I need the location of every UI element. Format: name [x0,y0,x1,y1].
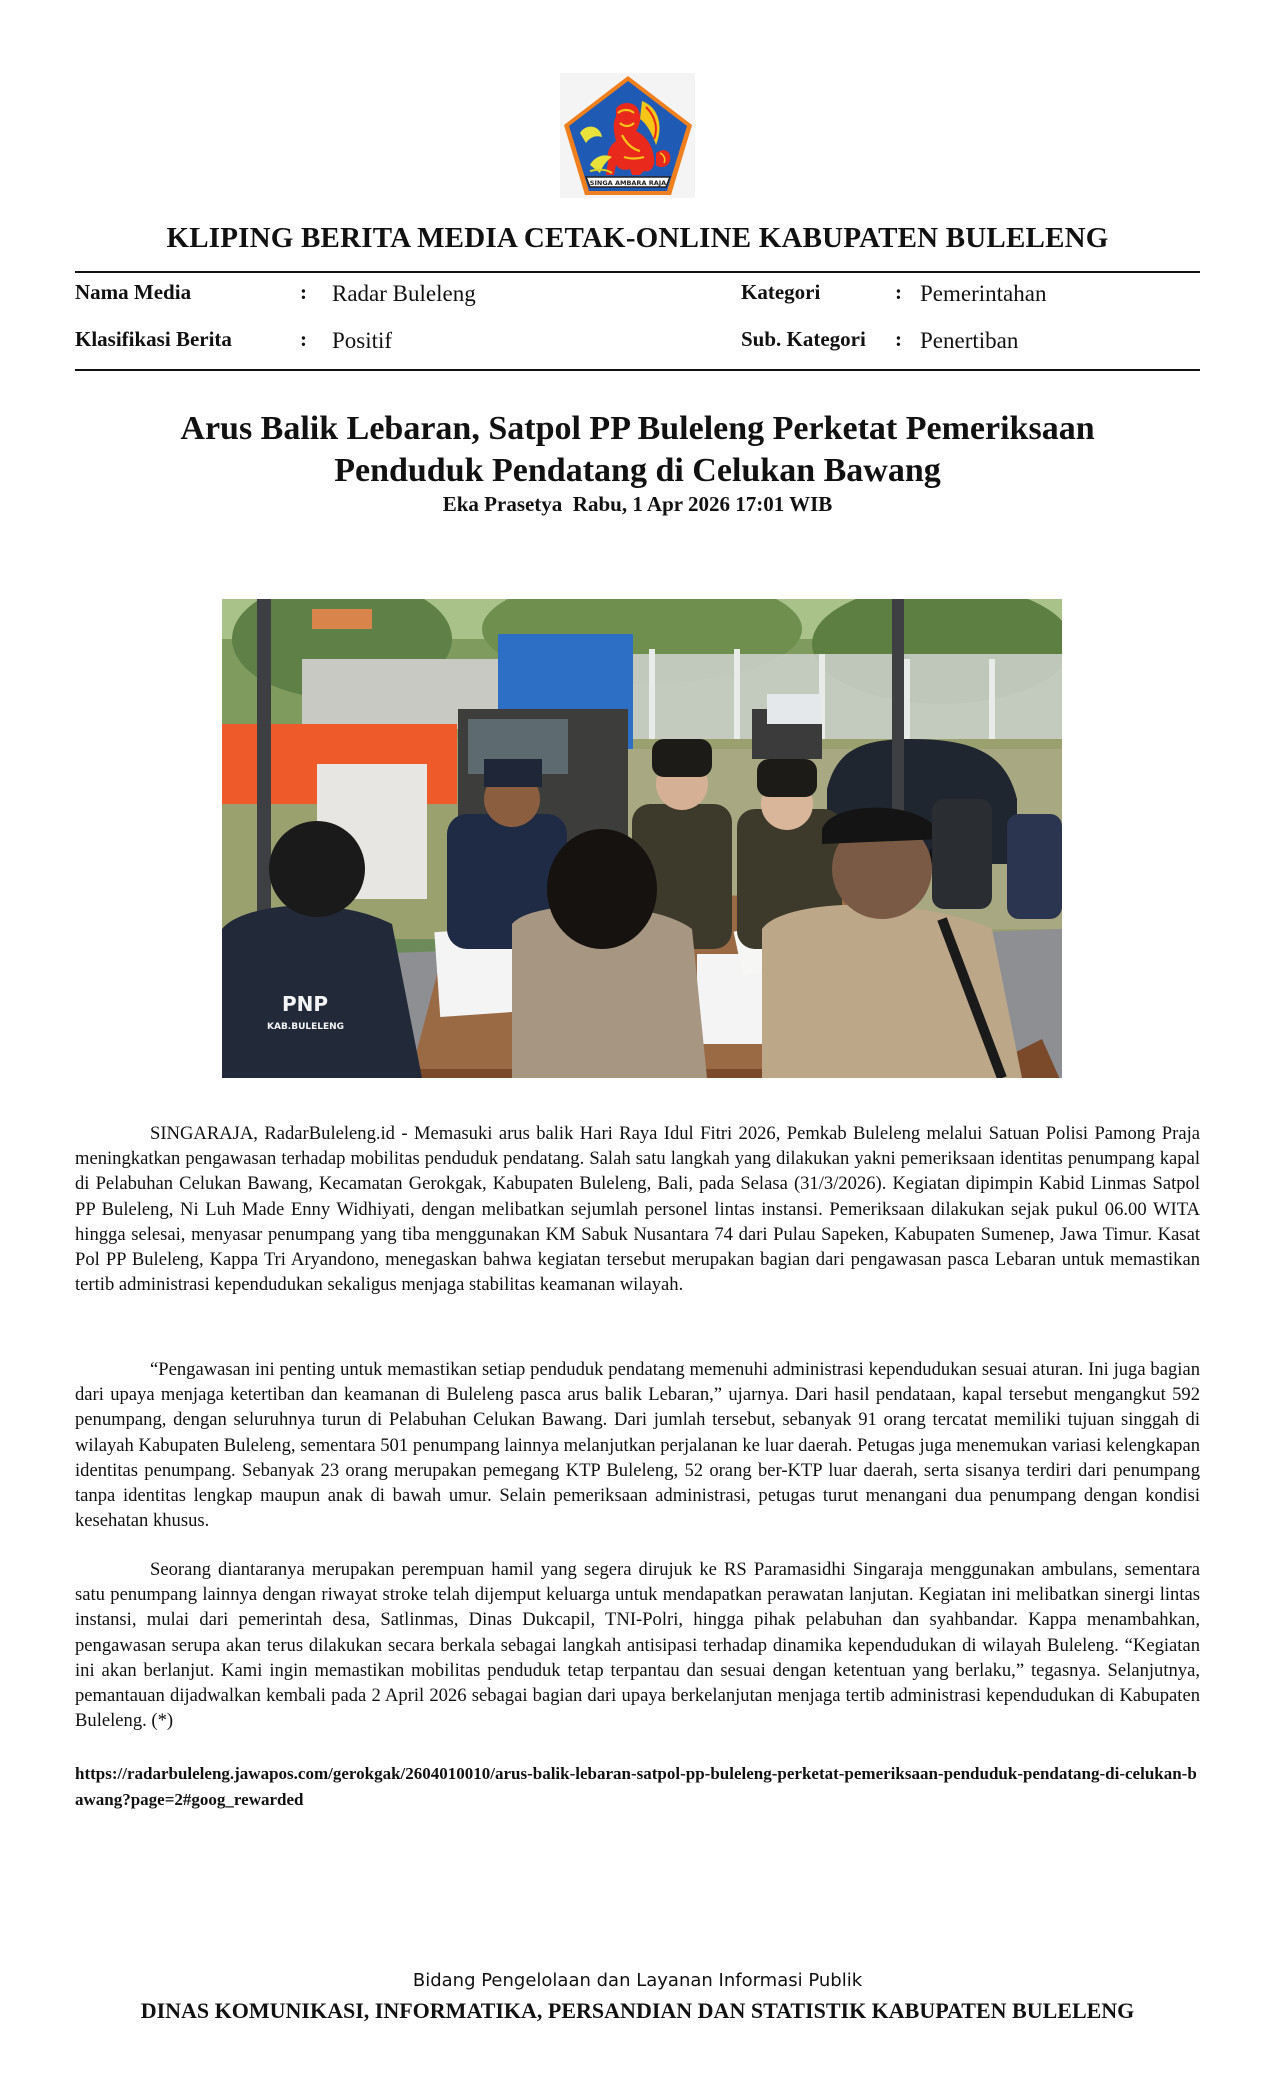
kategori-value: Pemerintahan [920,281,1047,306]
sub-kategori-separator: : [895,327,902,351]
motto-text: SINGA AMBARA RAJA [589,179,667,187]
article-paragraph: SINGARAJA, RadarBuleleng.id - Memasuki arus balik Hari Raya Idul Fitri 2026, Pemkab Buleleng melalui Satuan Polisi Pamong Praja meningkatkan pengawasan terhadap mobilitas penduduk pendatang. Salah satu langkah yang dilakukan yakni pemeriksaan identitas penumpang kapal di Pelabuhan Celukan Bawang, Kecamatan Gerokgak, Kabupaten Buleleng, Bali, pada Selasa (31/3/2026). Kegiatan dipimpin Kabid Linmas Satpol PP Buleleng, Ni Luh Made Enny Widhiyati, dengan melibatkan sejumlah personel lintas instansi. Pemeriksaan dilakukan sejak pukul 06.00 WITA hingga selesai, menyasar penumpang yang tiba menggunakan KM Sabuk Nusantara 74 dari Pulau Sapeken, Kabupaten Sumenep, Jawa Timur. Kasat Pol PP Buleleng, Kappa Tri Aryandono, menegaskan bahwa kegiatan tersebut merupakan bagian dari pengawasan pasca Lebaran untuk memastikan tertib administrasi kependudukan sekaligus menjaga stabilitas keamanan wilayah. [75,1123,1200,1296]
nama-media-separator: : [300,280,307,304]
klasifikasi-berita-label: Klasifikasi Berita [75,327,232,351]
article-paragraph: Seorang diantaranya merupakan perempuan hamil yang segera dirujuk ke RS Paramasidhi Singaraja menggunakan ambulans, sementara satu penumpang lainnya dengan riwayat stroke telah dijemput keluarga untuk mendapatkan perawatan lanjutan. Kegiatan ini melibatkan sinergi lintas instansi, mulai dari pemerintah desa, Satlinmas, Dinas Dukcapil, TNI-Polri, hingga pihak pelabuhan dan syahbandar. Kappa menambahkan, pengawasan serupa akan terus dilakukan secara berkala sebagai langkah antisipasi terhadap dinamika kependudukan di wilayah Buleleng. “Kegiatan ini akan berlanjut. Kami ingin memastikan mobilitas penduduk tetap terpantau dan sesuai dengan ketentuan yang berlaku,” tegasnya. Selanjutnya, pemantauan dijadwalkan kembali pada 2 April 2026 sebagai bagian dari upaya berkelanjutan menjaga tertib administrasi kependudukan di Kabupaten Buleleng. (*) [75,1559,1200,1732]
vest-text-pnp: PNP [282,992,329,1016]
document-title: KLIPING BERITA MEDIA CETAK-ONLINE KABUPATEN BULELENG [166,222,1109,254]
headline-line-1: Arus Balik Lebaran, Satpol PP Buleleng Perketat Pemeriksaan [180,410,1095,447]
article-photo [222,599,1062,1078]
header-divider-bottom [75,369,1200,371]
header-divider-top [75,271,1200,273]
kategori-label: Kategori [741,280,821,304]
article-paragraph: “Pengawasan ini penting untuk memastikan setiap penduduk pendatang memenuhi administrasi kependudukan sesuai aturan. Ini juga bagian dari upaya menjaga ketertiban dan keamanan di Buleleng pasca arus balik Lebaran,” ujarnya. Dari hasil pendataan, kapal tersebut mengangkut 592 penumpang, dengan seluruhnya turun di Pelabuhan Celukan Bawang. Dari jumlah tersebut, sebanyak 91 orang tercatat memiliki tujuan singgah di wilayah Kabupaten Buleleng, sementara 501 penumpang lainnya melanjutkan perjalanan ke luar daerah. Petugas juga menemukan variasi kelengkapan identitas penumpang. Sebanyak 23 orang merupakan pemegang KTP Buleleng, 52 orang ber-KTP luar daerah, serta sisanya terdiri dari penumpang tanpa identitas lengkap maupun anak di bawah umur. Selain pemeriksaan administrasi, petugas turut menangani dua penumpang dengan kondisi kesehatan khusus. [75,1359,1200,1532]
footer-agency-name: DINAS KOMUNIKASI, INFORMATIKA, PERSANDIAN DAN STATISTIK KABUPATEN BULELENG [140,1998,1135,2023]
klasifikasi-berita-value: Positif [332,328,393,353]
sub-kategori-label: Sub. Kategori [741,327,866,351]
sub-kategori-value: Penertiban [920,328,1019,353]
emblem-graphic [560,73,695,198]
foreground-officer-khaki [762,905,1022,1078]
article-byline: Eka Prasetya Rabu, 1 Apr 2026 17:01 WIB [442,492,833,516]
vest-text-region: KAB.BULELENG [267,1022,345,1032]
nama-media-value: Radar Buleleng [332,281,476,306]
photo-scene [222,599,1062,1078]
nama-media-label: Nama Media [75,280,192,304]
buleleng-regency-emblem-icon [560,73,695,198]
kategori-separator: : [895,280,902,304]
article-headline [100,408,1175,492]
headline-line-2: Penduduk Pendatang di Celukan Bawang [334,452,941,489]
source-url-link[interactable]: https://radarbuleleng.jawapos.com/gerokgak/2604010010/arus-balik-lebaran-satpol-pp-buleleng-perketat-pemeriksaan-penduduk-pendatang-di-celukan-bawang?page=2#goog_rewarded [75,1764,1197,1809]
footer-unit-name: Bidang Pengelolaan dan Layanan Informasi Publik [412,1970,863,1991]
klasifikasi-berita-separator: : [300,327,307,351]
